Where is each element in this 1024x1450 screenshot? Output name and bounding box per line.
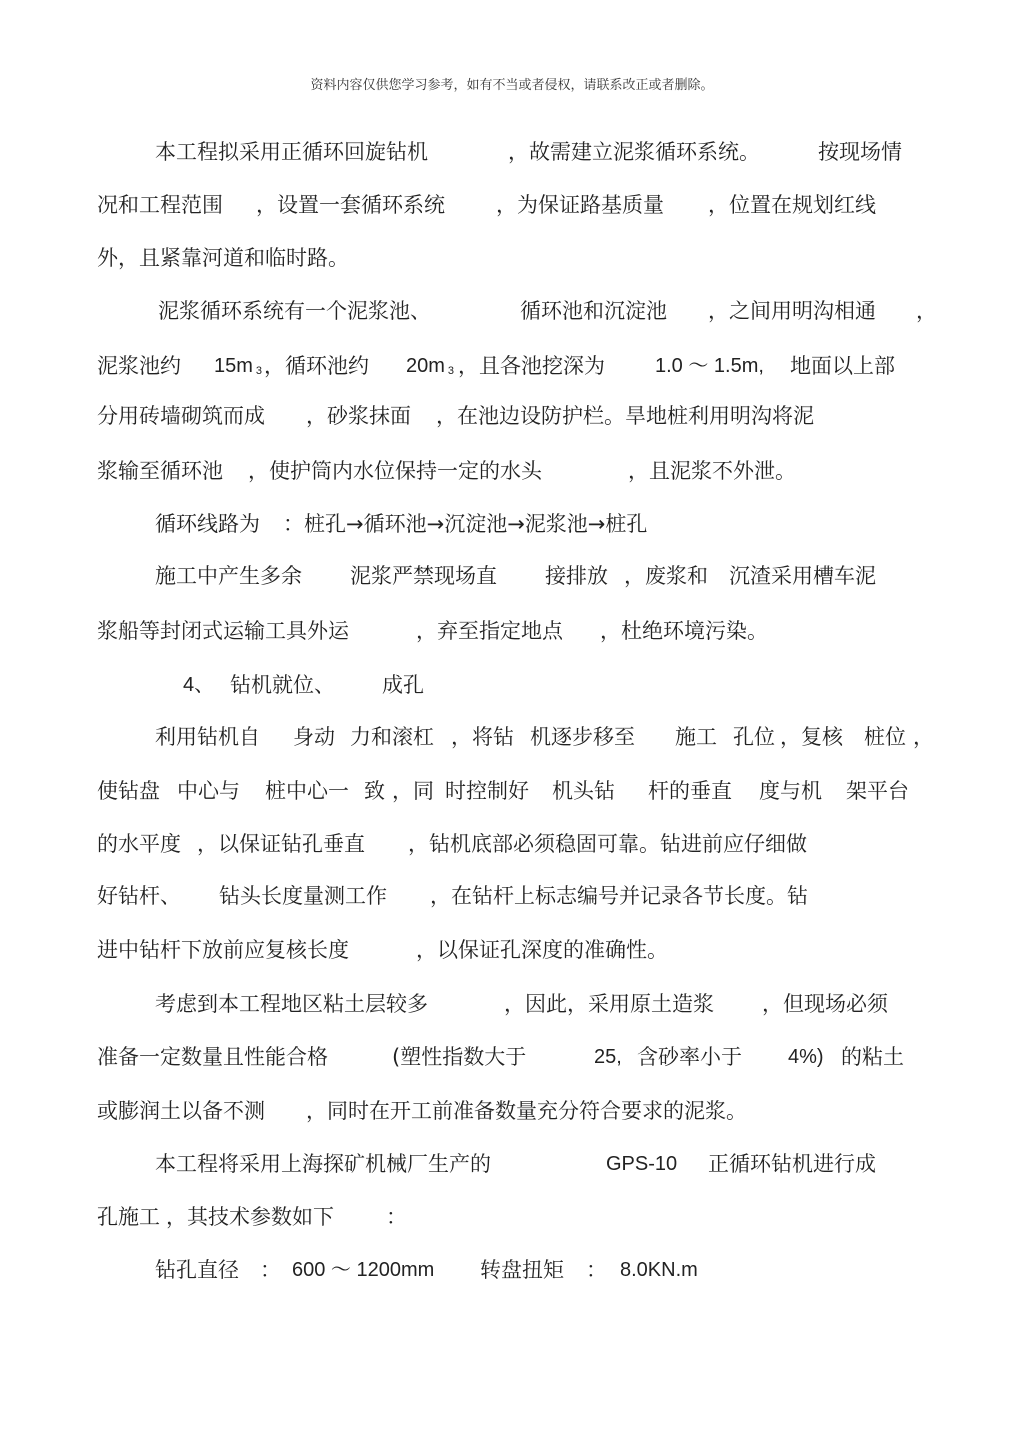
text-segment: ，但现场必须 bbox=[762, 992, 888, 1016]
text-segment: 中心与 bbox=[177, 779, 240, 803]
text-segment: 4、 bbox=[183, 674, 215, 696]
text-segment: 况和工程范围 bbox=[97, 193, 223, 217]
text-segment: ，同 bbox=[392, 779, 434, 803]
text-segment: 度与机 bbox=[759, 779, 822, 803]
text-line bbox=[0, 509, 1024, 539]
text-segment: 或膨润土以备不测 bbox=[97, 1099, 265, 1123]
text-segment: 桩位 bbox=[864, 725, 906, 749]
text-segment: 杆的垂直 bbox=[648, 779, 732, 803]
text-segment: 泥浆池约 bbox=[97, 354, 181, 378]
text-line bbox=[0, 456, 1024, 486]
text-segment: 泥浆严禁现场直 bbox=[350, 564, 497, 588]
text-line bbox=[0, 1042, 1024, 1072]
text-line bbox=[0, 137, 1024, 167]
text-segment: 按现场情 bbox=[818, 140, 902, 164]
text-segment: ： bbox=[586, 1258, 607, 1282]
text-line bbox=[0, 776, 1024, 806]
text-segment: ，之间用明沟相通 bbox=[708, 299, 876, 323]
text-segment: ， bbox=[913, 725, 934, 749]
text-segment: 好钻杆、 bbox=[97, 884, 181, 908]
text-line bbox=[0, 351, 1024, 381]
text-segment: ，钻机底部必须稳固可靠。钻进前应仔细做 bbox=[408, 832, 807, 856]
text-line bbox=[0, 1202, 1024, 1232]
text-segment: 机头钻 bbox=[552, 779, 615, 803]
text-segment: 钻头长度量测工作 bbox=[219, 884, 387, 908]
superscript: 3 bbox=[447, 365, 455, 377]
text-segment: 钻机就位、 bbox=[230, 673, 335, 697]
text-segment: 钻孔直径 bbox=[155, 1258, 239, 1282]
text-segment: 8.0KN.m bbox=[620, 1259, 698, 1281]
text-segment: 孔施工 bbox=[97, 1205, 160, 1229]
text-line bbox=[0, 616, 1024, 646]
text-line bbox=[0, 243, 1024, 273]
text-segment: ，且各池挖深为 bbox=[458, 354, 605, 378]
text-segment: 沉渣采用槽车泥 bbox=[729, 564, 876, 588]
text-segment: 力和滚杠 bbox=[350, 725, 434, 749]
text-segment: 转盘扭矩 bbox=[480, 1258, 564, 1282]
text-segment: ： bbox=[386, 1205, 407, 1229]
header-disclaimer: 资料内容仅供您学习参考，如有不当或者侵权，请联系改正或者删除。 bbox=[310, 78, 714, 93]
superscript: 3 bbox=[255, 365, 263, 377]
text-line bbox=[0, 1096, 1024, 1126]
text-line bbox=[0, 881, 1024, 911]
text-segment: 桩中心一 bbox=[265, 779, 349, 803]
text-segment: 1.0 ～ 1.5m, bbox=[655, 355, 764, 377]
text-segment: 25, bbox=[594, 1046, 622, 1068]
text-line bbox=[0, 1255, 1024, 1285]
text-segment: 的水平度 bbox=[97, 832, 181, 856]
text-segment: 4%) bbox=[788, 1046, 824, 1068]
text-segment: 循环线路为 bbox=[155, 512, 260, 536]
text-segment: ，在池边设防护栏。旱地桩利用明沟将泥 bbox=[436, 404, 814, 428]
text-segment: ，位置在规划红线 bbox=[708, 193, 876, 217]
text-segment: GPS-10 bbox=[606, 1153, 678, 1175]
text-line bbox=[0, 561, 1024, 591]
text-segment: ，杜绝环境污染。 bbox=[600, 619, 768, 643]
text-segment: 泥浆循环系统有一个泥浆池、 bbox=[158, 299, 431, 323]
text-segment: ： bbox=[260, 1258, 281, 1282]
text-segment: 施工中产生多余 bbox=[155, 564, 302, 588]
text-segment: ，且泥浆不外泄。 bbox=[628, 459, 796, 483]
text-segment: ，在钻杆上标志编号并记录各节长度。钻 bbox=[430, 884, 808, 908]
text-segment: 的粘土 bbox=[841, 1045, 904, 1069]
text-segment: 机逐步移至 bbox=[530, 725, 635, 749]
text-segment: ，其技术参数如下 bbox=[166, 1205, 334, 1229]
text-segment: 进中钻杆下放前应复核长度 bbox=[97, 938, 349, 962]
text-segment: ：桩孔→循环池→沉淀池→泥浆池→桩孔 bbox=[283, 512, 648, 536]
text-segment: ， bbox=[916, 299, 937, 323]
text-line bbox=[0, 670, 1024, 700]
text-segment: ，设置一套循环系统 bbox=[256, 193, 445, 217]
text-segment: 接排放 bbox=[545, 564, 608, 588]
text-line bbox=[0, 401, 1024, 431]
text-segment: 分用砖墙砌筑而成 bbox=[97, 404, 265, 428]
text-line bbox=[0, 829, 1024, 859]
text-line bbox=[0, 190, 1024, 220]
text-segment: 架平台 bbox=[846, 779, 909, 803]
text-line bbox=[0, 722, 1024, 752]
text-segment: 600 ～ 1200mm bbox=[292, 1259, 435, 1281]
text-segment: ，以保证钻孔垂直 bbox=[197, 832, 365, 856]
text-segment: ，废浆和 bbox=[624, 564, 708, 588]
text-segment: 15m $^3$ bbox=[214, 355, 263, 377]
text-segment: ，因此，采用原土造浆 bbox=[504, 992, 714, 1016]
text-segment: 外，且紧靠河道和临时路。 bbox=[97, 246, 349, 270]
text-segment: ，循环池约 bbox=[264, 354, 369, 378]
text-segment: ，故需建立泥浆循环系统。 bbox=[508, 140, 760, 164]
text-segment: 本工程将采用上海探矿机械厂生产的 bbox=[155, 1152, 491, 1176]
text-segment: 本工程拟采用正循环回旋钻机 bbox=[155, 140, 428, 164]
text-segment: 20m $^3$ bbox=[406, 355, 455, 377]
text-line bbox=[0, 1149, 1024, 1179]
text-segment: 考虑到本工程地区粘土层较多 bbox=[155, 992, 428, 1016]
text-segment: 利用钻机自 bbox=[155, 725, 260, 749]
text-segment: 浆输至循环池 bbox=[97, 459, 223, 483]
text-segment: 浆船等封闭式运输工具外运 bbox=[97, 619, 349, 643]
text-segment: 孔位 bbox=[733, 725, 775, 749]
text-segment: 循环池和沉淀池 bbox=[520, 299, 667, 323]
text-segment: 身动 bbox=[293, 725, 335, 749]
text-segment: 时控制好 bbox=[445, 779, 529, 803]
text-segment: ，复核 bbox=[780, 725, 843, 749]
text-segment: 成孔 bbox=[382, 673, 424, 697]
text-segment: 施工 bbox=[675, 725, 717, 749]
text-segment: 致 bbox=[364, 779, 385, 803]
text-segment: 使钻盘 bbox=[97, 779, 160, 803]
text-segment: 含砂率小于 bbox=[637, 1045, 742, 1069]
text-segment: 正循环钻机进行成 bbox=[708, 1152, 876, 1176]
text-segment: ，将钻 bbox=[451, 725, 514, 749]
text-segment: 地面以上部 bbox=[790, 354, 895, 378]
text-segment: ，为保证路基质量 bbox=[496, 193, 664, 217]
text-line bbox=[0, 989, 1024, 1019]
text-line bbox=[0, 935, 1024, 965]
text-segment: ，弃至指定地点 bbox=[416, 619, 563, 643]
text-segment: ，同时在开工前准备数量充分符合要求的泥浆。 bbox=[306, 1099, 747, 1123]
text-segment: 准备一定数量且性能合格 bbox=[97, 1045, 328, 1069]
text-segment: ，砂浆抹面 bbox=[306, 404, 411, 428]
text-segment: (塑性指数大于 bbox=[392, 1045, 527, 1069]
text-segment: ，以保证孔深度的准确性。 bbox=[416, 938, 668, 962]
text-segment: ，使护筒内水位保持一定的水头 bbox=[248, 459, 542, 483]
text-line bbox=[0, 296, 1024, 326]
